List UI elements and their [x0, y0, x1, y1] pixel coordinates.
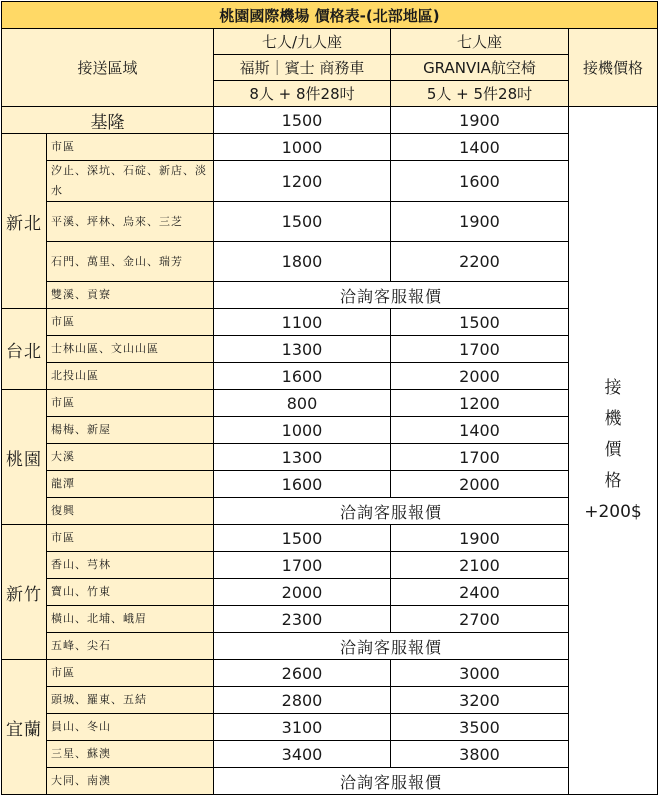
sub-area: 復興 — [47, 498, 214, 525]
vehicle-b-seats: 七人座 — [391, 29, 569, 55]
sub-area: 平溪、坪林、烏來、三芝 — [47, 202, 214, 242]
price-b: 1600 — [391, 161, 569, 202]
sub-area: 五峰、尖石 — [47, 633, 214, 660]
price-a: 1500 — [214, 107, 391, 134]
consult-price-note: 洽詢客服報價 — [214, 282, 569, 309]
consult-price-note: 洽詢客服報價 — [214, 768, 569, 795]
price-b: 3000 — [391, 660, 569, 687]
table-row — [2, 363, 658, 390]
price-b: 1400 — [391, 134, 569, 161]
pickup-note-char: 接 — [604, 378, 622, 398]
sub-area: 大同、南澳 — [47, 768, 214, 795]
price-b: 2000 — [391, 363, 569, 390]
table-row — [2, 741, 658, 768]
price-b: 1900 — [391, 107, 569, 134]
sub-area: 市區 — [47, 309, 214, 336]
price-a: 1100 — [214, 309, 391, 336]
price-a: 1600 — [214, 363, 391, 390]
sub-area: 雙溪、貢寮 — [47, 282, 214, 309]
table-row — [2, 336, 658, 363]
price-a: 2000 — [214, 579, 391, 606]
sub-area: 石門、萬里、金山、瑞芳 — [47, 242, 214, 282]
table-title: 桃園國際機場 價格表-(北部地區) — [2, 2, 658, 29]
price-b: 3500 — [391, 714, 569, 741]
sub-area: 頭城、羅東、五結 — [47, 687, 214, 714]
vehicle-a-model: 福斯｜賓士 商務車 — [214, 55, 391, 81]
price-b: 1500 — [391, 309, 569, 336]
pickup-note-char: 格 — [604, 471, 622, 491]
sub-area: 香山、芎林 — [47, 552, 214, 579]
table-row — [2, 552, 658, 579]
price-b: 3200 — [391, 687, 569, 714]
region-name: 台北 — [2, 309, 47, 390]
table-row — [2, 579, 658, 606]
sub-area: 士林山區、文山山區 — [47, 336, 214, 363]
price-b: 3800 — [391, 741, 569, 768]
region-name: 新竹 — [2, 525, 47, 660]
price-b: 2000 — [391, 471, 569, 498]
vehicle-a-seats: 七人/九人座 — [214, 29, 391, 55]
price-a: 2300 — [214, 606, 391, 633]
sub-area: 汐止、深坑、石碇、新店、淡水 — [47, 161, 214, 202]
price-a: 1800 — [214, 242, 391, 282]
sub-area: 市區 — [47, 390, 214, 417]
area-header: 接送區域 — [2, 29, 214, 107]
table-row — [2, 417, 658, 444]
table-row — [2, 161, 658, 202]
region-keelung: 基隆 — [2, 107, 214, 134]
price-a: 2800 — [214, 687, 391, 714]
pickup-surcharge-note — [569, 107, 658, 795]
price-a: 1000 — [214, 134, 391, 161]
table-row — [2, 202, 658, 242]
table-row — [2, 660, 658, 687]
table-row — [2, 498, 658, 525]
price-a: 3400 — [214, 741, 391, 768]
price-a: 3100 — [214, 714, 391, 741]
sub-area: 大溪 — [47, 444, 214, 471]
price-b: 2200 — [391, 242, 569, 282]
price-a: 2600 — [214, 660, 391, 687]
price-b: 1700 — [391, 336, 569, 363]
price-a: 800 — [214, 390, 391, 417]
table-row — [2, 687, 658, 714]
table-row — [2, 390, 658, 417]
price-a: 1500 — [214, 202, 391, 242]
table-row — [2, 444, 658, 471]
price-b: 2700 — [391, 606, 569, 633]
sub-area: 市區 — [47, 134, 214, 161]
consult-price-note: 洽詢客服報價 — [214, 498, 569, 525]
table-row — [2, 633, 658, 660]
region-name: 新北 — [2, 134, 47, 309]
consult-price-note: 洽詢客服報價 — [214, 633, 569, 660]
table-row — [2, 282, 658, 309]
pickup-note-char: 機 — [604, 409, 622, 429]
pickup-price-header: 接機價格 — [569, 29, 658, 107]
sub-area: 市區 — [47, 660, 214, 687]
sub-area: 市區 — [47, 525, 214, 552]
price-a: 1500 — [214, 525, 391, 552]
table-row-keelung — [2, 107, 658, 134]
region-name: 宜蘭 — [2, 660, 47, 795]
table-row — [2, 606, 658, 633]
price-a: 1300 — [214, 444, 391, 471]
sub-area: 橫山、北埔、峨眉 — [47, 606, 214, 633]
region-name: 桃園 — [2, 390, 47, 525]
sub-area: 員山、冬山 — [47, 714, 214, 741]
vehicle-b-model: GRANVIA航空椅 — [391, 55, 569, 81]
price-b: 1200 — [391, 390, 569, 417]
price-a: 1200 — [214, 161, 391, 202]
vehicle-b-capacity: 5人 + 5件28吋 — [391, 81, 569, 107]
price-b: 2400 — [391, 579, 569, 606]
price-a: 1000 — [214, 417, 391, 444]
table-row — [2, 471, 658, 498]
price-a: 1700 — [214, 552, 391, 579]
table-row — [2, 309, 658, 336]
sub-area: 楊梅、新屋 — [47, 417, 214, 444]
pickup-note-char: 價 — [604, 440, 622, 460]
sub-area: 北投山區 — [47, 363, 214, 390]
price-a: 1300 — [214, 336, 391, 363]
price-a: 1600 — [214, 471, 391, 498]
table-row — [2, 242, 658, 282]
price-b: 1400 — [391, 417, 569, 444]
price-b: 2100 — [391, 552, 569, 579]
table-row — [2, 714, 658, 741]
sub-area: 三星、蘇澳 — [47, 741, 214, 768]
sub-area: 龍潭 — [47, 471, 214, 498]
price-b: 1900 — [391, 525, 569, 552]
table-row — [2, 525, 658, 552]
price-b: 1700 — [391, 444, 569, 471]
sub-area: 寶山、竹東 — [47, 579, 214, 606]
price-b: 1900 — [391, 202, 569, 242]
vehicle-a-capacity: 8人 + 8件28吋 — [214, 81, 391, 107]
price-table — [1, 1, 658, 795]
pickup-surcharge: +200$ — [584, 502, 642, 522]
table-row — [2, 134, 658, 161]
